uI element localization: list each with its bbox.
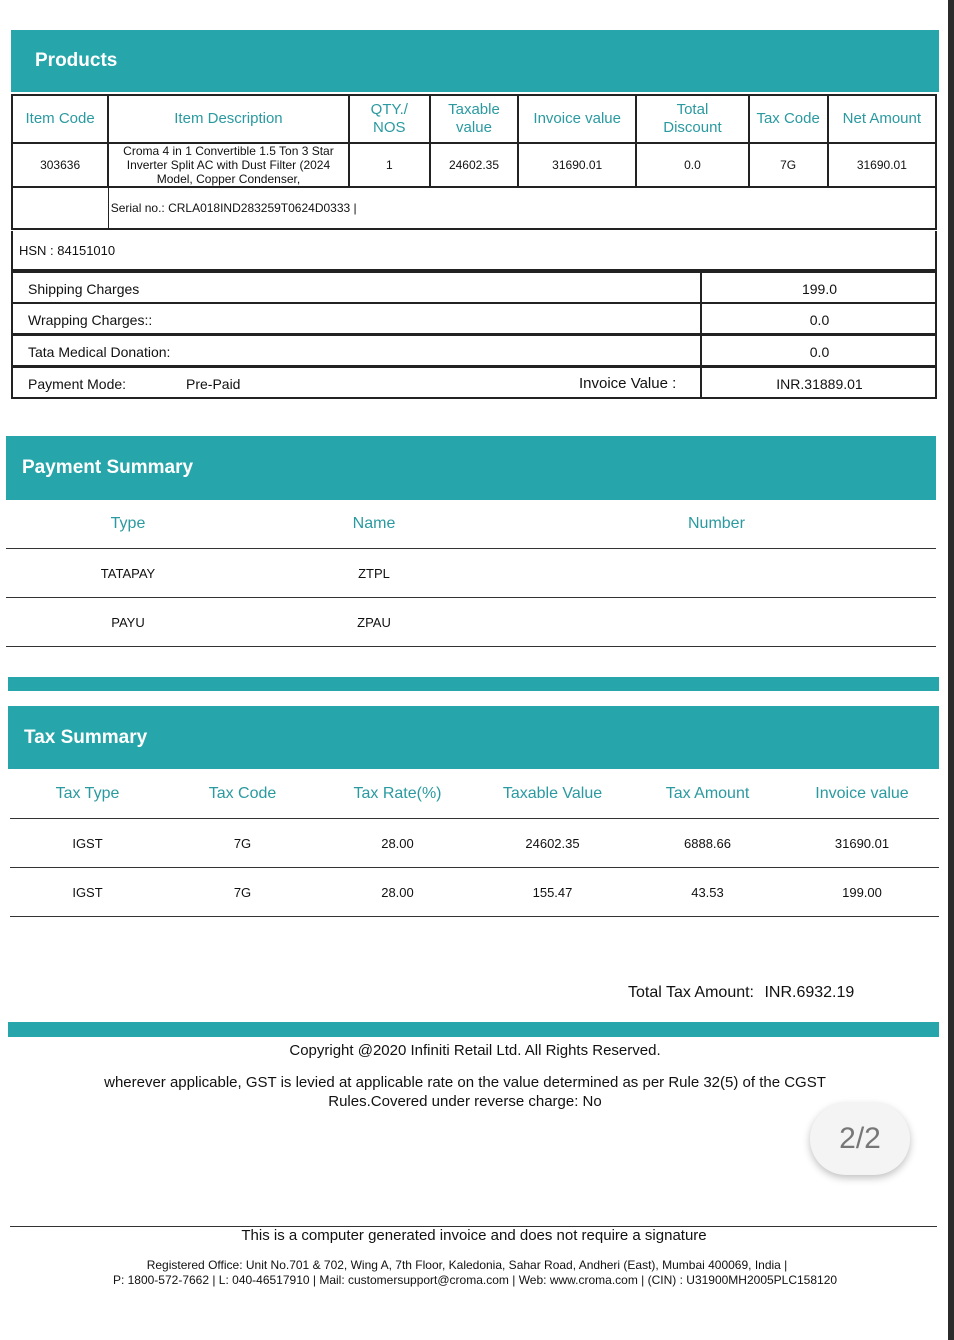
col-taxable-value: Taxable Value xyxy=(475,770,630,819)
item-description: Croma 4 in 1 Convertible 1.5 Ton 3 Star Inverter Split AC with Dust Filter (2024 Model, Copper Condenser, xyxy=(108,143,349,187)
col-tax-type: Tax Type xyxy=(10,770,165,819)
page-indicator: 2/2 xyxy=(810,1103,910,1175)
col-net-amount: Net Amount xyxy=(828,95,936,143)
col-qty: QTY./ NOS xyxy=(349,95,430,143)
section-divider-bar xyxy=(8,677,939,691)
serial-row xyxy=(12,187,936,229)
payment-summary-title: Payment Summary xyxy=(22,457,194,478)
col-invoice-value: Invoice value xyxy=(518,95,636,143)
payment-summary-table xyxy=(6,500,936,647)
tax-summary-title: Tax Summary xyxy=(24,726,148,748)
total-tax-amount xyxy=(628,984,854,1002)
page-edge xyxy=(948,0,954,1340)
tax-code: 7G xyxy=(165,819,320,868)
tata-medical-donation-row xyxy=(11,334,937,367)
invoice-value: 199.00 xyxy=(785,868,939,917)
tax-rate: 28.00 xyxy=(320,868,475,917)
tax-summary-table xyxy=(10,770,939,917)
item-qty: 1 xyxy=(349,143,430,187)
item-net-amount: 31690.01 xyxy=(828,143,936,187)
wrapping-charges-label: Wrapping Charges:: xyxy=(28,312,153,328)
col-name: Name xyxy=(250,500,498,549)
table-row xyxy=(10,868,939,917)
wrapping-charges-value: 0.0 xyxy=(700,304,937,335)
payment-summary-header-row xyxy=(6,500,936,549)
total-tax-value: INR.6932.19 xyxy=(764,984,855,1001)
serial-number: Serial no.: CRLA018IND283259T0624D0333 | xyxy=(108,187,936,229)
total-tax-label: Total Tax Amount: xyxy=(628,984,754,1001)
payment-summary-header xyxy=(6,436,936,500)
col-item-code: Item Code xyxy=(12,95,108,143)
serial-empty-cell xyxy=(12,187,108,229)
item-tax-code: 7G xyxy=(749,143,828,187)
item-taxable-value: 24602.35 xyxy=(430,143,518,187)
footer-divider-bar xyxy=(8,1022,939,1037)
payment-mode-value: Pre-Paid xyxy=(186,376,241,392)
table-row xyxy=(6,549,936,598)
taxable-value: 24602.35 xyxy=(475,819,630,868)
table-row xyxy=(12,143,936,187)
col-tax-rate: Tax Rate(%) xyxy=(320,770,475,819)
tax-code: 7G xyxy=(165,868,320,917)
invoice-value-total: INR.31889.01 xyxy=(700,368,937,399)
products-table xyxy=(11,94,937,230)
signature-note: This is a computer generated invoice and does not require a signature xyxy=(241,1227,707,1244)
payment-name: ZPAU xyxy=(250,598,498,647)
payment-mode-label: Payment Mode: xyxy=(28,376,127,392)
col-tax-amount: Tax Amount xyxy=(630,770,785,819)
invoice-value: 31690.01 xyxy=(785,819,939,868)
col-tax-code: Tax Code xyxy=(749,95,828,143)
tax-summary-header-row xyxy=(10,770,939,819)
tax-rate: 28.00 xyxy=(320,819,475,868)
registered-office: Registered Office: Unit No.701 & 702, Wing A, 7th Floor, Kaledonia, Sahar Road, Andheri (East), Mumbai 400069, India | xyxy=(146,1258,788,1272)
shipping-charges-value: 199.0 xyxy=(700,273,937,304)
products-section-header xyxy=(11,30,939,92)
table-row xyxy=(6,598,936,647)
col-total-discount: Total Discount xyxy=(636,95,748,143)
copyright-text: Copyright @2020 Infiniti Retail Ltd. All Rights Reserved. xyxy=(289,1042,661,1059)
wrapping-charges-row xyxy=(11,302,937,335)
col-number: Number xyxy=(498,500,936,549)
tax-type: IGST xyxy=(10,868,165,917)
item-code: 303636 xyxy=(12,143,108,187)
products-title: Products xyxy=(35,50,118,71)
hsn-code: HSN : 84151010 xyxy=(19,243,116,258)
tax-summary-header xyxy=(8,706,939,769)
payment-number xyxy=(498,549,936,598)
taxable-value: 155.47 xyxy=(475,868,630,917)
col-invoice-value: Invoice value xyxy=(785,770,939,819)
payment-type: TATAPAY xyxy=(6,549,250,598)
col-taxable-value: Taxable value xyxy=(430,95,518,143)
tata-medical-donation-value: 0.0 xyxy=(700,336,937,367)
col-tax-code: Tax Code xyxy=(165,770,320,819)
tata-medical-donation-label: Tata Medical Donation: xyxy=(28,344,171,360)
item-invoice-value: 31690.01 xyxy=(518,143,636,187)
gst-note: wherever applicable, GST is levied at applicable rate on the value determined as per Rule 32(5) of the CGST Rules.Covered under reverse charge: No xyxy=(104,1074,826,1110)
contact-info: P: 1800-572-7662 | L: 040-46517910 | Mail: customersupport@croma.com | Web: www.croma.com | (CIN) : U31900MH2005PLC158120 xyxy=(112,1273,838,1287)
payment-number xyxy=(498,598,936,647)
invoice-value-label: Invoice Value : xyxy=(579,375,677,392)
tax-amount: 43.53 xyxy=(630,868,785,917)
col-type: Type xyxy=(6,500,250,549)
payment-mode-row xyxy=(11,366,937,399)
shipping-charges-label: Shipping Charges xyxy=(28,281,140,297)
col-item-description: Item Description xyxy=(108,95,349,143)
shipping-charges-row xyxy=(11,271,937,304)
item-total-discount: 0.0 xyxy=(636,143,748,187)
products-header-row xyxy=(12,95,936,143)
tax-type: IGST xyxy=(10,819,165,868)
payment-name: ZTPL xyxy=(250,549,498,598)
tax-amount: 6888.66 xyxy=(630,819,785,868)
table-row xyxy=(10,819,939,868)
payment-type: PAYU xyxy=(6,598,250,647)
hsn-row xyxy=(11,231,937,271)
